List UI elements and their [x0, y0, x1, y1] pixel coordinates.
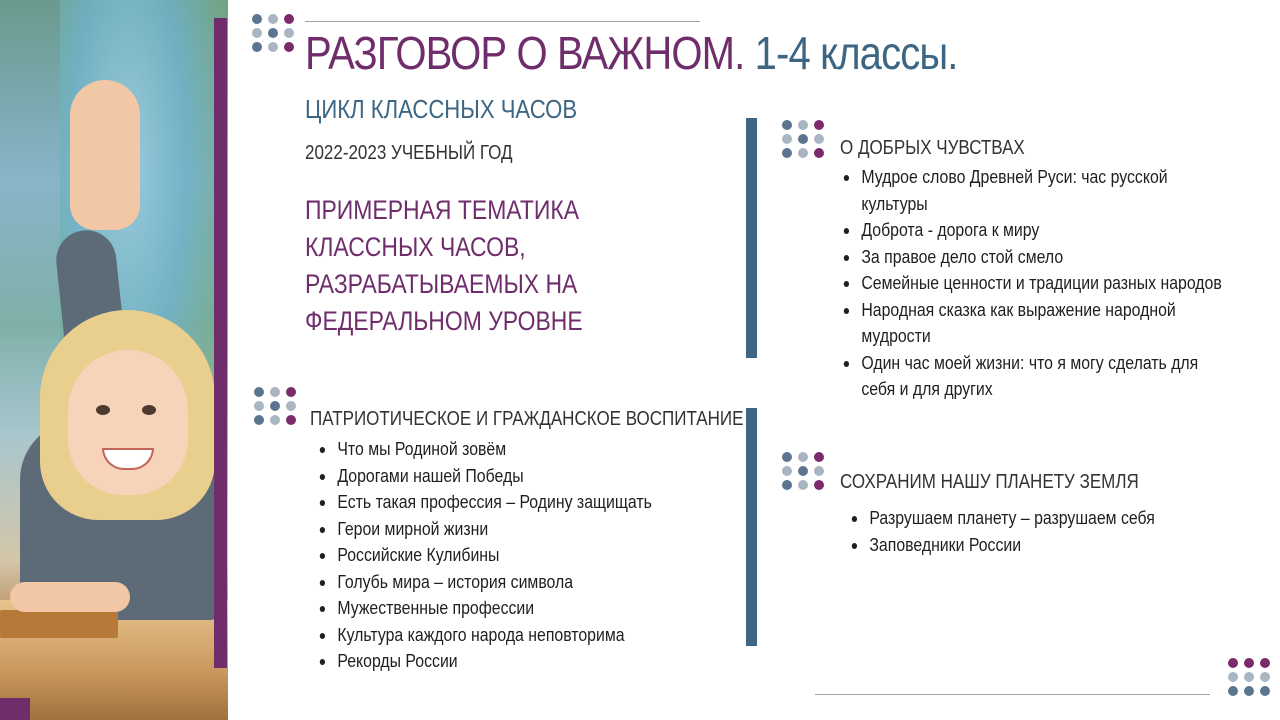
list-item: Мудрое слово Древней Руси: час русской культуры — [842, 164, 1229, 217]
kindness-topics-list — [842, 164, 1229, 403]
list-item: Культура каждого народа неповторима — [318, 622, 652, 649]
purple-accent-stripe — [214, 18, 227, 668]
list-item: Мужественные профессии — [318, 595, 652, 622]
photo-girl-hand-on-desk — [10, 582, 130, 612]
section-title-patriotic: ПАТРИОТИЧЕСКОЕ И ГРАЖДАНСКОЕ ВОСПИТАНИЕ — [310, 408, 744, 430]
decorative-dots-icon — [252, 14, 294, 52]
corner-accent — [0, 698, 30, 720]
list-item: Заповедники России — [850, 532, 1155, 559]
top-divider-line — [305, 21, 700, 22]
list-item: Что мы Родиной зовём — [318, 436, 652, 463]
section-divider-bar — [746, 118, 757, 358]
decorative-dots-icon — [254, 387, 296, 425]
page-subtitle: ЦИКЛ КЛАССНЫХ ЧАСОВ — [305, 94, 578, 124]
page-title-grades: 1-4 классы. — [754, 27, 958, 79]
photo-book — [0, 610, 118, 638]
list-item: Герои мирной жизни — [318, 516, 652, 543]
list-item: Разрушаем планету – разрушаем себя — [850, 505, 1155, 532]
section-title-kindness: О ДОБРЫХ ЧУВСТВАХ — [840, 137, 1025, 159]
list-item: Доброта - дорога к миру — [842, 217, 1229, 244]
bottom-divider-line — [815, 694, 1210, 695]
decorative-dots-icon — [782, 120, 824, 158]
photo-girl-eye — [96, 405, 110, 415]
list-item: Народная сказка как выражение народной мудрости — [842, 297, 1229, 350]
photo-girl-face — [68, 350, 188, 495]
page-title — [305, 26, 958, 80]
planet-topics-list — [850, 505, 1155, 558]
list-item: Дорогами нашей Победы — [318, 463, 652, 490]
list-item: Есть такая профессия – Родину защищать — [318, 489, 652, 516]
photo-girl-eye — [142, 405, 156, 415]
section-title-planet: СОХРАНИМ НАШУ ПЛАНЕТУ ЗЕМЛЯ — [840, 471, 1139, 493]
section-divider-bar — [746, 408, 757, 646]
photo-girl-raised-hand — [70, 80, 140, 230]
school-year: 2022-2023 УЧЕБНЫЙ ГОД — [305, 142, 513, 164]
patriotic-topics-list — [318, 436, 652, 675]
list-item: Один час моей жизни: что я могу сделать для себя и для других — [842, 350, 1229, 403]
schoolgirl-photo — [0, 0, 228, 720]
list-item: За правое дело стой смело — [842, 244, 1229, 271]
list-item: Семейные ценности и традиции разных народов — [842, 270, 1229, 297]
list-item: Голубь мира – история символа — [318, 569, 652, 596]
page-title-main: РАЗГОВОР О ВАЖНОМ. — [305, 27, 745, 79]
list-item: Рекорды России — [318, 648, 652, 675]
decorative-dots-icon — [1228, 658, 1270, 696]
decorative-dots-icon — [782, 452, 824, 490]
topics-heading: ПРИМЕРНАЯ ТЕМАТИКА КЛАССНЫХ ЧАСОВ, РАЗРАБАТЫВАЕМЫХ НА ФЕДЕРАЛЬНОМ УРОВНЕ — [305, 195, 583, 336]
list-item: Российские Кулибины — [318, 542, 652, 569]
